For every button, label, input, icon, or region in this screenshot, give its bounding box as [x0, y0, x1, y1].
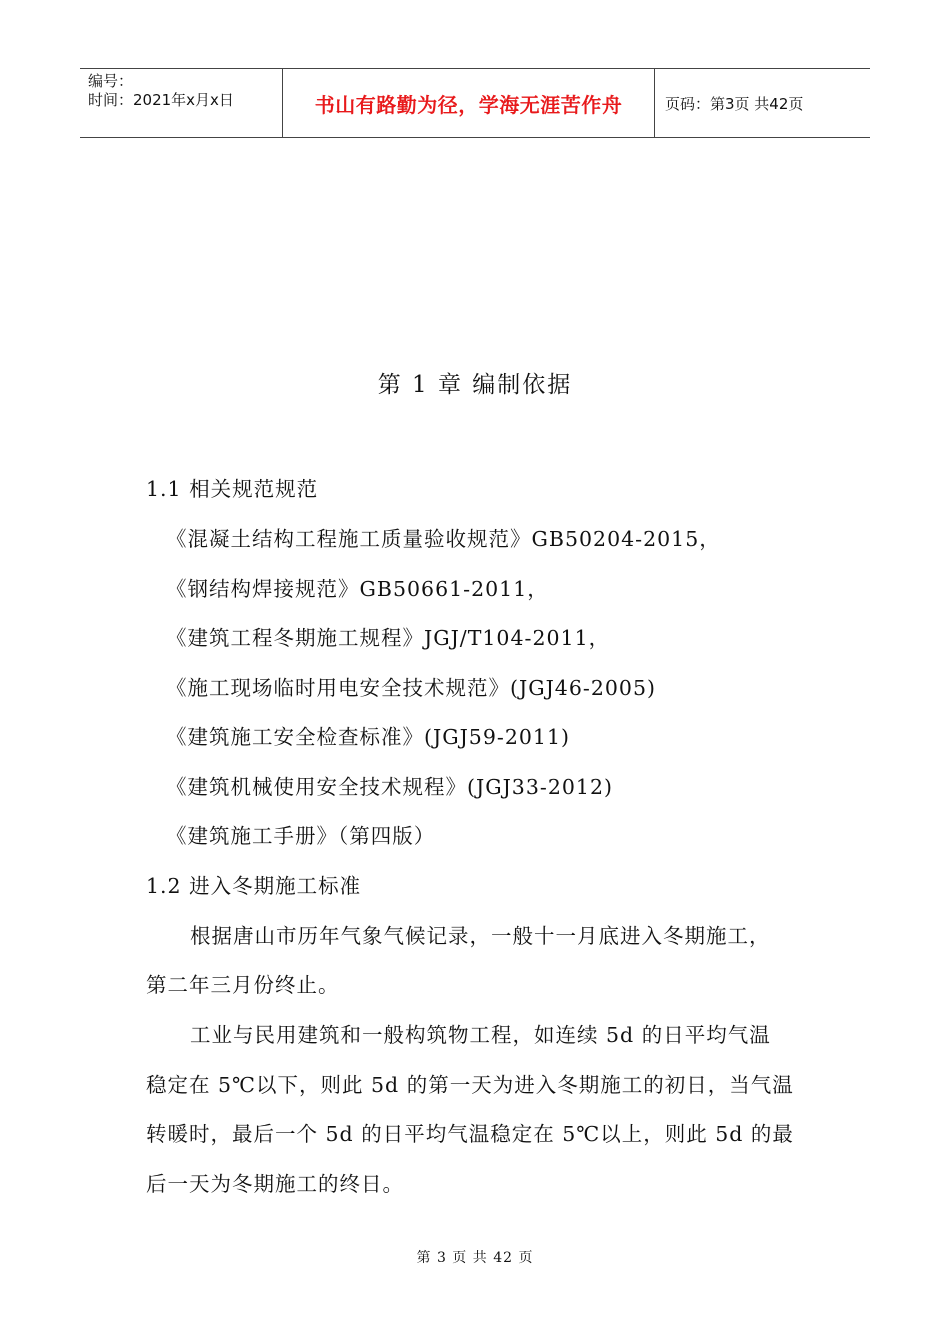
header-page-info: 页码：第3页 共42页	[665, 94, 804, 113]
regulation-item: 《建筑施工手册》（第四版）	[166, 824, 436, 848]
paragraph-line: 转暖时，最后一个 5d 的日平均气温稳定在 5℃以上，则此 5d 的最	[146, 1122, 794, 1146]
section-heading-1-1: 1.1 相关规范规范	[146, 477, 319, 501]
regulation-item: 《建筑机械使用安全技术规程》(JGJ33-2012)	[166, 775, 613, 799]
header-page-info-cell	[655, 69, 870, 137]
paragraph-line: 第二年三月份终止。	[146, 973, 340, 997]
regulation-item: 《建筑施工安全检查标准》(JGJ59-2011)	[166, 725, 570, 749]
paragraph-line: 后一天为冬期施工的终日。	[146, 1172, 404, 1196]
header-motto-cell	[283, 69, 655, 137]
number-label: 编号：	[88, 72, 134, 90]
regulation-item: 《施工现场临时用电安全技术规范》(JGJ46-2005)	[166, 676, 656, 700]
paragraph-line: 工业与民用建筑和一般构筑物工程，如连续 5d 的日平均气温	[190, 1023, 771, 1047]
section-heading-1-2: 1.2 进入冬期施工标准	[146, 874, 362, 898]
regulation-item: 《混凝土结构工程施工质量验收规范》GB50204-2015，	[166, 527, 721, 551]
time-label: 时间：2021年x月x日	[88, 91, 234, 109]
page-footer: 第 3 页 共 42 页	[416, 1250, 534, 1266]
regulation-item: 《钢结构焊接规范》GB50661-2011，	[166, 577, 549, 601]
header-motto: 书山有路勤为径，学海无涯苦作舟	[314, 92, 623, 117]
paragraph-line: 根据唐山市历年气象气候记录，一般十一月底进入冬期施工，	[190, 924, 771, 948]
chapter-title: 第 1 章 编制依据	[377, 372, 573, 398]
page-header	[80, 68, 870, 138]
paragraph-line: 稳定在 5℃以下，则此 5d 的第一天为进入冬期施工的初日，当气温	[146, 1073, 794, 1097]
regulation-item: 《建筑工程冬期施工规程》JGJ/T104-2011，	[166, 626, 611, 650]
header-meta	[80, 69, 283, 137]
